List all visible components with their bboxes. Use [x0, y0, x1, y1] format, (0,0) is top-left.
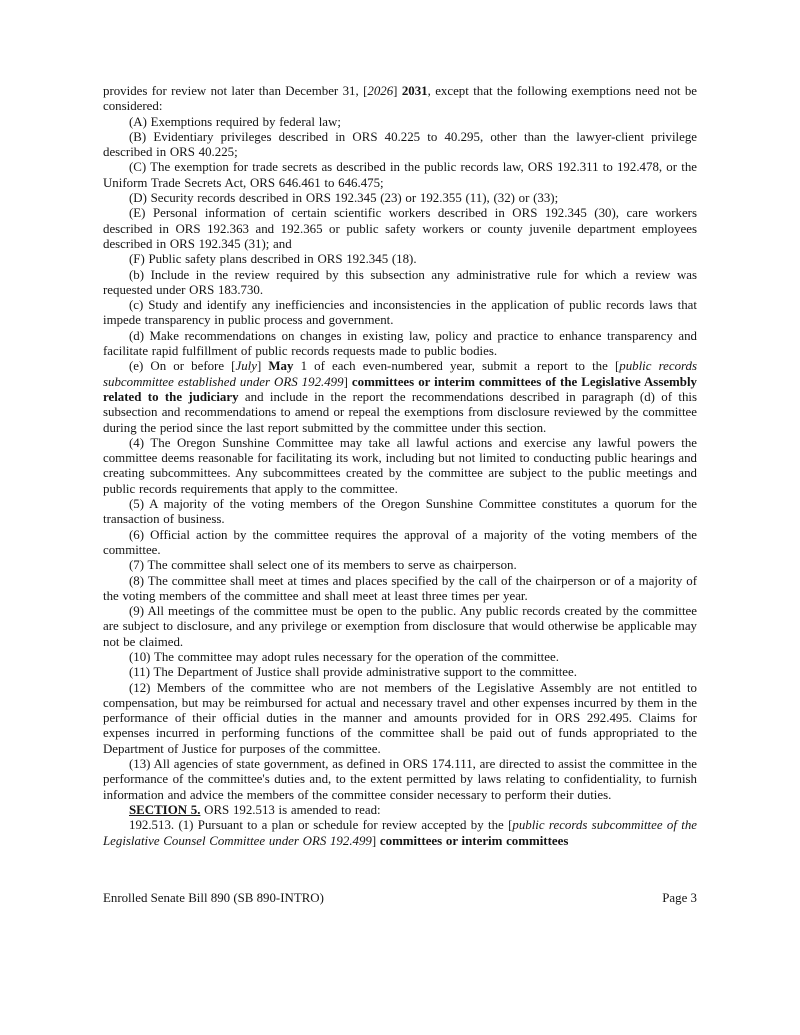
- text-run: (F) Public safety plans described in ORS 192.345 (18).: [129, 252, 417, 267]
- paragraph: [103, 436, 697, 497]
- bill-text: [103, 84, 697, 849]
- text-run: committees or interim committees of the Legislative Assembly related to the judiciary: [103, 374, 697, 404]
- paragraph: [103, 160, 697, 191]
- text-run: ]: [371, 833, 380, 848]
- text-run: ]: [343, 374, 352, 389]
- paragraph: [103, 574, 697, 605]
- text-run: and include in the report the recommendations described in paragraph (d) of this subsection and recommendations to amend or repeal the exemptions from disclosure reviewed by the committee during the period since the last report submitted by the committee under this section.: [103, 389, 698, 435]
- text-run: (C) The exemption for trade secrets as described in the public records law, ORS 192.311 to 192.478, or the Uniform Trade Secrets Act, ORS 646.461 to 646.475;: [103, 160, 697, 190]
- text-run: (6) Official action by the committee requires the approval of a majority of the voting members of the committee.: [103, 527, 697, 557]
- text-run: (10) The committee may adopt rules necessary for the operation of the committee.: [129, 649, 559, 664]
- footer-bill-title: Enrolled Senate Bill 890 (SB 890-INTRO): [103, 891, 324, 905]
- text-run: 192.513. (1) Pursuant to a plan or schedule for review accepted by the [: [129, 818, 513, 833]
- text-run: (12) Members of the committee who are not members of the Legislative Assembly are not entitled to compensation, but may be reimbursed for actual and necessary travel and other expenses incurred by them in the performance of their official duties in the manner and amounts provided for in ORS 292.495. Claims for expenses incurred in performing functions of the committee shall be paid out of funds appropriated to the Department of Justice for purposes of the committee.: [103, 680, 697, 756]
- paragraph: [103, 497, 697, 528]
- text-run: May: [268, 359, 294, 374]
- text-run: ]: [256, 359, 269, 374]
- text-run: ]: [393, 84, 402, 98]
- text-run: (7) The committee shall select one of its members to serve as chairperson.: [129, 558, 517, 573]
- text-run: (4) The Oregon Sunshine Committee may take all lawful actions and exercise any lawful powers the committee deems reasonable for facilitating its work, including but not limited to conducting public hearings and creating subcommittees. Any subcommittees created by the committee are subject to the public meetings and public records requirements that apply to the committee.: [103, 435, 697, 496]
- text-run: (D) Security records described in ORS 192.345 (23) or 192.355 (11), (32) or (33);: [129, 191, 559, 206]
- paragraph: [103, 650, 697, 665]
- paragraph: [103, 130, 697, 161]
- text-run: (9) All meetings of the committee must be open to the public. Any public records created by the committee are subject to disclosure, and any privilege or exemption from disclosure that would otherwise be applicable may not be claimed.: [103, 604, 697, 649]
- text-run: (b) Include in the review required by this subsection any administrative rule for which a review was requested under ORS 183.730.: [103, 267, 697, 297]
- paragraph: [103, 84, 697, 115]
- paragraph: [103, 268, 697, 299]
- text-run: 2026: [367, 84, 394, 98]
- paragraph: [103, 359, 697, 435]
- paragraph: [103, 665, 697, 680]
- text-run: (e) On or before [: [129, 359, 236, 374]
- text-run: (c) Study and identify any inefficiencies and inconsistencies in the application of public records laws that impede transparency in public process and government.: [103, 298, 697, 328]
- paragraph: [103, 757, 697, 803]
- text-run: 2031: [401, 84, 428, 98]
- text-run: public records subcommittee established under ORS 192.499: [103, 359, 698, 389]
- text-run: (13) All agencies of state government, as defined in ORS 174.111, are directed to assist the committee in the performance of the committee's duties and, to the extent permitted by laws relating to confidentiality, to furnish information and advice the members of the committee consider necessary to perform their duties.: [103, 757, 697, 802]
- text-run: provides for review not later than December 31, [: [103, 84, 368, 98]
- text-run: ORS 192.513 is amended to read:: [200, 802, 381, 817]
- paragraph: [103, 191, 697, 206]
- paragraph: [103, 604, 697, 650]
- text-run: (E) Personal information of certain scientific workers described in ORS 192.345 (30), care workers described in ORS 192.363 and 192.365 or public safety workers or county juvenile department employees described in ORS 192.345 (31); and: [103, 206, 697, 251]
- paragraph: [103, 803, 697, 818]
- paragraph: [103, 115, 697, 130]
- text-run: July: [235, 359, 257, 374]
- text-run: (5) A majority of the voting members of the Oregon Sunshine Committee constitutes a quorum for the transaction of business.: [103, 497, 697, 527]
- text-run: (11) The Department of Justice shall provide administrative support to the committee.: [129, 665, 577, 680]
- text-run: , except that the following exemptions need not be considered:: [103, 84, 698, 114]
- text-run: committees or interim committees: [379, 833, 569, 848]
- paragraph: [103, 252, 697, 267]
- text-run: public records subcommittee of the Legislative Counsel Committee under ORS 192.499: [103, 818, 697, 848]
- paragraph: [103, 818, 697, 849]
- text-run: 1 of each even-numbered year, submit a report to the [: [293, 359, 620, 374]
- paragraph: [103, 528, 697, 559]
- paragraph: [103, 206, 697, 252]
- paragraph: [103, 329, 697, 360]
- text-run: (d) Make recommendations on changes in existing law, policy and practice to enhance transparency and facilitate rapid fulfillment of public records requests made to public bodies.: [103, 328, 697, 359]
- paragraph: [103, 681, 697, 757]
- text-run: (8) The committee shall meet at times and places specified by the call of the chairperson or of a majority of the voting members of the committee and shall meet at least three times per year.: [103, 573, 697, 603]
- paragraph: [103, 558, 697, 573]
- text-run: SECTION 5.: [129, 802, 201, 817]
- footer-page-number: Page 3: [662, 891, 697, 905]
- text-run: (A) Exemptions required by federal law;: [129, 114, 341, 129]
- paragraph: [103, 298, 697, 329]
- text-run: (B) Evidentiary privileges described in ORS 40.225 to 40.295, other than the lawyer-client privilege described in ORS 40.225;: [103, 129, 697, 160]
- page-footer: [103, 891, 697, 906]
